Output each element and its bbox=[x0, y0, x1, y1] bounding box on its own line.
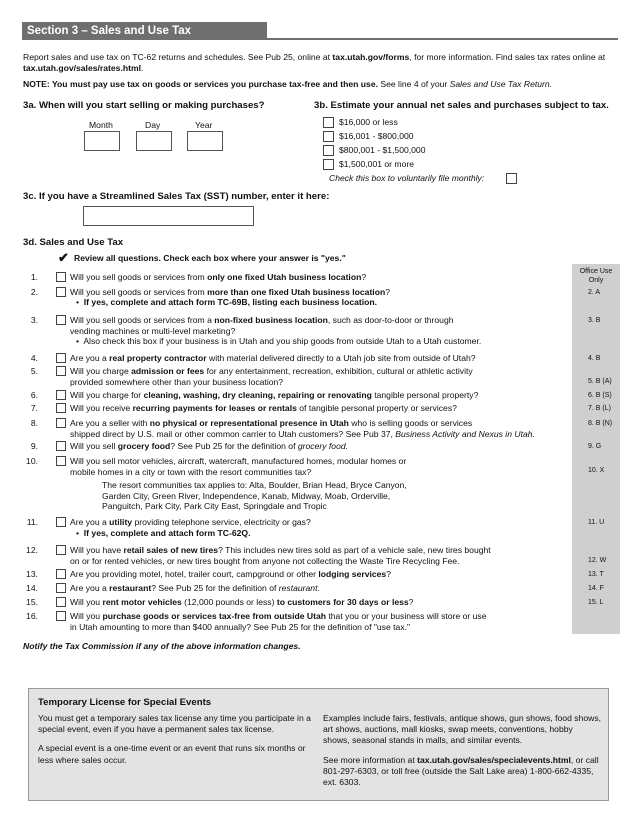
note-italic: Sales and Use Tax Return. bbox=[449, 79, 553, 89]
q8-office-code: 8. B (N) bbox=[588, 420, 613, 427]
question-number: 3. bbox=[30, 315, 38, 325]
q3-office-code: 3. B bbox=[588, 317, 601, 324]
special-events-link[interactable]: tax.utah.gov/sales/specialevents.html bbox=[417, 754, 571, 765]
temp-right-para-2: See more information at tax.utah.gov/sales/specialevents.html, or call 801-297-6303, or toll free (outside the Salt Lake area) 1-800-662-4335, ext. 6303. bbox=[323, 754, 599, 787]
q8-text: Are you a seller with no physical or representational presence in Utah who is selling goods or services shipped direct by U.S. mail or other common carrier to Utah customers? See Pub 37, Business Activity and Nexus in Utah. bbox=[70, 418, 535, 439]
q9-text: Will you sell grocery food? See Pub 25 for the definition of grocery food. bbox=[70, 441, 349, 451]
q2-text: Will you sell goods or services from more than one fixed Utah business location? bbox=[70, 287, 390, 297]
forms-link[interactable]: tax.utah.gov/forms bbox=[332, 52, 410, 62]
q13-office-code: 13. T bbox=[588, 571, 604, 578]
month-input[interactable] bbox=[84, 131, 120, 151]
q9-checkbox[interactable] bbox=[56, 441, 66, 451]
sales-range-2-checkbox[interactable] bbox=[323, 131, 334, 142]
day-label: Day bbox=[145, 120, 161, 130]
q14-office-code: 14. F bbox=[588, 585, 604, 592]
q9-office-code: 9. G bbox=[588, 443, 602, 450]
q12-office-code: 12. W bbox=[588, 557, 607, 564]
q15-office-code: 15. L bbox=[588, 599, 604, 606]
question-number: 4. bbox=[30, 353, 38, 363]
sales-range-4-label: $1,500,001 or more bbox=[339, 159, 415, 169]
year-input[interactable] bbox=[187, 131, 223, 151]
month-label: Month bbox=[89, 120, 113, 130]
resort-communities-list: The resort communities tax applies to: Alta, Boulder, Brian Head, Bryce Canyon, Garden City, Green River, Independence, Kanab, Midway, Moab, Orderville, Panguitch, Park City, Park City East, Springdale and Tropic bbox=[102, 480, 407, 512]
q4-office-code: 4. B bbox=[588, 355, 601, 362]
q6-text: Will you charge for cleaning, washing, dry cleaning, repairing or renovating tangible personal property? bbox=[70, 390, 479, 400]
intro-paragraph bbox=[23, 52, 623, 73]
q16-checkbox[interactable] bbox=[56, 611, 66, 621]
question-number: 10. bbox=[26, 456, 38, 466]
q11-office-code: 11. U bbox=[588, 519, 605, 526]
note-paragraph bbox=[23, 79, 623, 90]
q13-text: Are you providing motel, hotel, trailer court, campground or other lodging services? bbox=[70, 569, 391, 579]
section-rule bbox=[22, 38, 618, 40]
q12-checkbox[interactable] bbox=[56, 545, 66, 555]
intro-text-2: , for more information. Find sales tax rates online at bbox=[409, 52, 606, 62]
sst-number-input[interactable] bbox=[83, 206, 254, 226]
day-input[interactable] bbox=[136, 131, 172, 151]
section-title: Section 3 – Sales and Use Tax bbox=[27, 25, 192, 37]
temp-left-column bbox=[38, 713, 314, 766]
q11-text: Are you a utility providing telephone service, electricity or gas? bbox=[70, 517, 311, 527]
office-use-header: Office Use Only bbox=[579, 268, 613, 284]
q12-text: Will you have retail sales of new tires? This includes new tires sold as part of a vehicle sale, new tires bought on or for rented vehicles, or new tires bought from anyone not collecting the Waste Tire Recycling Fee. bbox=[70, 545, 491, 566]
sales-range-4-checkbox[interactable] bbox=[323, 159, 334, 170]
temp-left-para-2: A special event is a one-time event or an event that runs six months or less where sales occur. bbox=[38, 743, 306, 765]
rates-link[interactable]: tax.utah.gov/sales/rates.html bbox=[23, 62, 141, 73]
temporary-license-title: Temporary License for Special Events bbox=[38, 697, 212, 708]
q3c-title: 3c. If you have a Streamlined Sales Tax (SST) number, enter it here: bbox=[23, 191, 330, 202]
question-number: 6. bbox=[30, 390, 38, 400]
q10-checkbox[interactable] bbox=[56, 456, 66, 466]
temp-right-column bbox=[323, 713, 601, 788]
question-number: 12. bbox=[26, 545, 38, 555]
q1-text: Will you sell goods or services from only one fixed Utah business location? bbox=[70, 272, 367, 282]
temp-right-para-1: Examples include fairs, festivals, antique shows, gun shows, food shows, art shows, auctions, mall kiosks, swap meets, conventions, hobby shows, seasonal stands in malls, and similar events. bbox=[323, 713, 602, 746]
question-number: 5. bbox=[30, 366, 38, 376]
sales-range-3-checkbox[interactable] bbox=[323, 145, 334, 156]
q2-checkbox[interactable] bbox=[56, 287, 66, 297]
q14-text: Are you a restaurant? See Pub 25 for the definition of restaurant. bbox=[70, 583, 320, 593]
q5-text: Will you charge admission or fees for any entertainment, recreation, exhibition, cultural or athletic activity provided somewhere other than your business location? bbox=[70, 366, 473, 387]
q2-office-code: 2. A bbox=[588, 289, 601, 296]
q14-checkbox[interactable] bbox=[56, 583, 66, 593]
sales-range-1-checkbox[interactable] bbox=[323, 117, 334, 128]
q3-checkbox[interactable] bbox=[56, 315, 66, 325]
notify-note: Notify the Tax Commission if any of the above information changes. bbox=[23, 641, 301, 651]
q7-checkbox[interactable] bbox=[56, 403, 66, 413]
q11-checkbox[interactable] bbox=[56, 517, 66, 527]
q5-office-code: 5. B (A) bbox=[588, 378, 612, 385]
q7-text: Will you receive recurring payments for leases or rentals of tangible personal property or services? bbox=[70, 403, 457, 413]
q15-text: Will you rent motor vehicles (12,000 pounds or less) to customers for 30 days or less? bbox=[70, 597, 414, 607]
question-number: 11. bbox=[26, 517, 38, 527]
q4-text: Are you a real property contractor with material delivered directly to a Utah job site from outside of Utah? bbox=[70, 353, 476, 363]
q16-text: Will you purchase goods or services tax-free from outside Utah that you or your business will store or use in Utah amounting to more than $400 annually? See Pub 25 for the definition of "use tax." bbox=[70, 611, 487, 632]
question-number: 13. bbox=[26, 569, 38, 579]
monthly-checkbox[interactable] bbox=[506, 173, 517, 184]
question-number: 15. bbox=[26, 597, 38, 607]
intro-end: . bbox=[140, 62, 144, 73]
q11-bullet: • If yes, complete and attach form TC-62Q. bbox=[76, 528, 251, 538]
q1-checkbox[interactable] bbox=[56, 272, 66, 282]
question-number: 8. bbox=[30, 418, 38, 428]
year-label: Year bbox=[195, 120, 213, 130]
question-number: 16. bbox=[26, 611, 38, 621]
note-rest: See line 4 of your bbox=[377, 79, 450, 89]
intro-text: Report sales and use tax on TC-62 returns and schedules. See Pub 25, online at bbox=[23, 52, 333, 62]
q15-checkbox[interactable] bbox=[56, 597, 66, 607]
question-number: 14. bbox=[26, 583, 38, 593]
q6-checkbox[interactable] bbox=[56, 390, 66, 400]
question-number: 1. bbox=[30, 272, 38, 282]
q6-office-code: 6. B (S) bbox=[588, 392, 612, 399]
question-number: 7. bbox=[30, 403, 38, 413]
q3-bullet: • Also check this box if your business is in Utah and you ship goods from outside Utah to a Utah customer. bbox=[76, 336, 482, 346]
sales-range-1-label: $16,000 or less bbox=[339, 117, 398, 127]
check-mark-icon: ✔ bbox=[58, 250, 69, 265]
question-number: 9. bbox=[30, 441, 38, 451]
q4-checkbox[interactable] bbox=[56, 353, 66, 363]
q7-office-code: 7. B (L) bbox=[588, 405, 611, 412]
review-instruction: Review all questions. Check each box where your answer is "yes." bbox=[74, 253, 346, 263]
sales-range-3-label: $800,001 - $1,500,000 bbox=[339, 145, 426, 155]
q3d-title: 3d. Sales and Use Tax bbox=[23, 237, 124, 248]
monthly-label: Check this box to voluntarily file monthly: bbox=[329, 173, 485, 183]
q10-office-code: 10. X bbox=[588, 467, 605, 474]
sales-range-2-label: $16,001 - $800,000 bbox=[339, 131, 414, 141]
note-bold: NOTE: You must pay use tax on goods or services you purchase tax-free and then use. bbox=[23, 79, 378, 89]
q3a-title: 3a. When will you start selling or making purchases? bbox=[23, 100, 265, 111]
q3b-title: 3b. Estimate your annual net sales and purchases subject to tax. bbox=[314, 100, 609, 111]
q10-text: Will you sell motor vehicles, aircraft, watercraft, manufactured homes, modular homes or mobile homes in a city or town with the resort communities tax? bbox=[70, 456, 407, 477]
q5-checkbox[interactable] bbox=[56, 366, 66, 376]
temp-left-para-1: You must get a temporary sales tax license any time you participate in a special event, even if you have a permanent sales tax license. bbox=[38, 713, 311, 735]
q13-checkbox[interactable] bbox=[56, 569, 66, 579]
q8-checkbox[interactable] bbox=[56, 418, 66, 428]
q3-text: Will you sell goods or services from a non-fixed business location, such as door-to-door or through vending machines or multi-level marketing? bbox=[70, 315, 454, 336]
q2-bullet: • If yes, complete and attach form TC-69B, listing each business location. bbox=[76, 297, 378, 307]
question-number: 2. bbox=[30, 287, 38, 297]
